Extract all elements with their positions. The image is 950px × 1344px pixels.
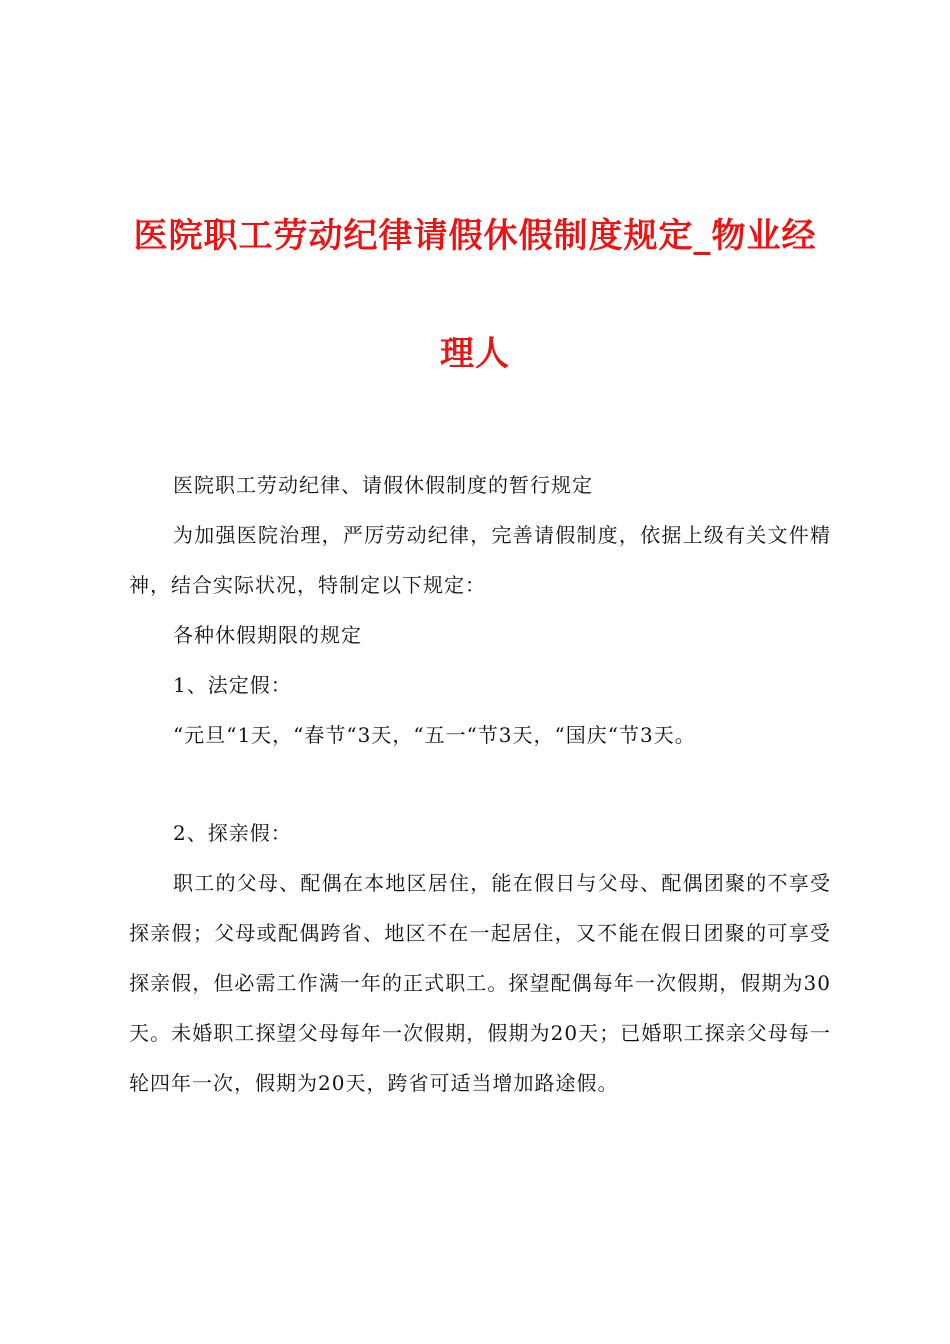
paragraph-item-1-body: “元旦“1天，“春节“3天，“五一“节3天，“国庆“节3天。	[173, 723, 696, 747]
document-title-line-1: 医院职工劳动纪律请假休假制度规定_物业经	[133, 216, 817, 256]
paragraph-heading: 医院职工劳动纪律、请假休假制度的暂行规定	[173, 473, 593, 497]
paragraph-intro: 为加强医院治理，严厉劳动纪律，完善请假制度，依据上级有关文件精神，结合实际状况，特制定以下规定：	[129, 523, 831, 597]
document-title-line-2: 理人	[440, 334, 510, 374]
paragraph-section-heading: 各种休假期限的规定	[173, 623, 362, 647]
paragraph-item-2-heading: 2、探亲假：	[173, 821, 292, 845]
paragraph-item-2-body: 职工的父母、配偶在本地区居住，能在假日与父母、配偶团聚的不享受探亲假；父母或配偶跨省、地区不在一起居住，又不能在假日团聚的可享受探亲假，但必需工作满一年的正式职工。探望配偶每年一次假期，假期为30天。未婚职工探望父母每年一次假期，假期为20天；已婚职工探亲父母每一轮四年一次，假期为20天，跨省可适当增加路途假。	[129, 871, 831, 1095]
paragraph-item-1-heading: 1、法定假：	[173, 673, 292, 697]
